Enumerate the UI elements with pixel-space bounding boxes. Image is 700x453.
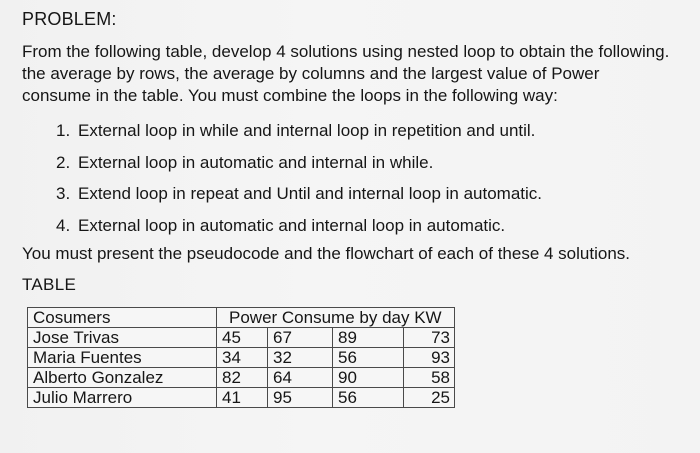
problem-statement bbox=[22, 41, 682, 107]
value-cell: 32 bbox=[268, 348, 333, 368]
list-item-text: External loop in automatic and internal loop in automatic. bbox=[78, 215, 506, 235]
statement-line: the average by rows, the average by columns and the largest value of Power bbox=[22, 64, 600, 83]
statement-line: From the following table, develop 4 solutions using nested loop to obtain the following. bbox=[22, 42, 670, 61]
list-item-number: 3. bbox=[56, 184, 71, 203]
consumer-name: Alberto Gonzalez bbox=[28, 368, 217, 388]
value-cell: 64 bbox=[268, 368, 333, 388]
value-cell: 95 bbox=[268, 388, 333, 408]
consumer-name: Maria Fuentes bbox=[28, 348, 217, 368]
value-cell: 41 bbox=[217, 388, 268, 408]
value-cell: 89 bbox=[333, 328, 404, 348]
loop-combination-list bbox=[56, 120, 542, 246]
list-item-number: 4. bbox=[56, 215, 71, 235]
consumer-name: Jose Trivas bbox=[28, 328, 217, 348]
list-item-text: Extend loop in repeat and Until and internal loop in automatic. bbox=[78, 184, 543, 203]
list-item-number: 2. bbox=[56, 152, 71, 172]
list-item-number: 1. bbox=[56, 121, 71, 140]
table-row bbox=[28, 348, 455, 368]
list-item bbox=[56, 152, 542, 184]
consumer-name: Julio Marrero bbox=[28, 388, 217, 408]
problem-heading: PROBLEM: bbox=[22, 9, 117, 29]
value-cell: 73 bbox=[404, 328, 455, 348]
deliverables-note: You must present the pseudocode and the flowchart of each of these 4 solutions. bbox=[22, 244, 630, 263]
table-label: TABLE bbox=[22, 275, 77, 294]
value-cell: 82 bbox=[217, 368, 268, 388]
table-row bbox=[28, 388, 455, 408]
table-row bbox=[28, 328, 455, 348]
value-cell: 56 bbox=[333, 388, 404, 408]
value-cell: 93 bbox=[404, 348, 455, 368]
value-cell: 58 bbox=[404, 368, 455, 388]
table-row bbox=[28, 368, 455, 388]
header-power-consume: Power Consume by day KW bbox=[217, 308, 455, 328]
list-item bbox=[56, 183, 542, 215]
value-cell: 56 bbox=[333, 348, 404, 368]
list-item-text: External loop in automatic and internal in while. bbox=[78, 152, 434, 172]
header-consumers: Cosumers bbox=[28, 308, 217, 328]
value-cell: 90 bbox=[333, 368, 404, 388]
value-cell: 25 bbox=[404, 388, 455, 408]
table-header-row bbox=[28, 308, 455, 328]
value-cell: 45 bbox=[217, 328, 268, 348]
list-item-text: External loop in while and internal loop in repetition and until. bbox=[78, 121, 536, 140]
value-cell: 34 bbox=[217, 348, 268, 368]
power-consumption-table bbox=[27, 307, 455, 408]
list-item bbox=[56, 120, 542, 152]
statement-line: consume in the table. You must combine the loops in the following way: bbox=[22, 86, 558, 105]
list-item bbox=[56, 215, 542, 247]
value-cell: 67 bbox=[268, 328, 333, 348]
